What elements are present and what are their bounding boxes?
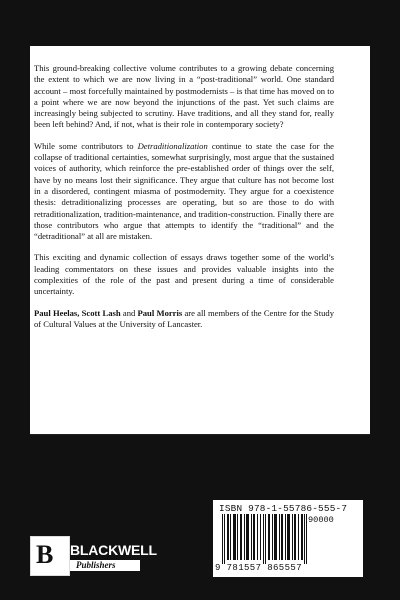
price-code: 90000	[308, 515, 334, 525]
author-bio-text: are all members of the Centre for the Study of Cultural Values at the University of Lancaster.	[34, 307, 334, 329]
publisher-sub-box	[70, 560, 140, 571]
blurb-paragraph-3: This exciting and dynamic collection of essays draws together some of the world’s leading commentators on these issues and provides valuable insights into the complexities of the role of the past and present during a time of considerable uncertainty.	[34, 252, 334, 297]
isbn-text: ISBN 978-1-55786-555-7	[219, 503, 348, 514]
blurb-p2-suffix: continue to state the case for the collapse of traditional certainties, somewhat surprisingly, most argue that the sustained voices of authority, which reinforce the pre-established order of things over the self, have by no means lost their significance. They argue that culture has not become lost in a disordered, contingent miasma of postmodernity. They argue for a coexistence thesis: detraditionalizing processes are operating, but so are those to do with retraditionalization, tradition-maintenance, and tradition-construction. Finally there are those contributors who argue that attempts to identify the “traditional” and the “detraditional” at all are mistaken.	[34, 140, 334, 242]
logo-letter: B	[36, 540, 54, 569]
publisher-sub: Publishers	[76, 560, 116, 570]
blurb-paragraph-2	[34, 141, 334, 243]
blurb-p2-prefix: While some contributors to	[34, 140, 138, 151]
publisher-name: BLACKWELL	[70, 542, 157, 558]
publisher-mark	[30, 536, 70, 576]
book-title-mention: Detraditionalization	[137, 140, 208, 151]
blurb-paragraph-1: This ground-breaking collective volume contributes to a growing debate concerning the extent to which we are now living in a “post-traditional” world. One standard account – most forcefully maintained by postmodernists – is that time has moved on to a point where we are now beyond the injunctions of the past. Yet such claims are increasingly being subjected to scrutiny. Have traditions, and all they stand for, really been left behind? And, if not, what is their role in contemporary society?	[34, 63, 334, 130]
barcode-icon	[222, 514, 308, 564]
panel-divider	[30, 434, 370, 435]
author-names-1: Paul Heelas, Scott Lash	[34, 307, 121, 318]
blurb-text	[34, 63, 334, 340]
ean-number: 9 781557 865557	[215, 563, 303, 573]
author-and: and	[120, 307, 138, 318]
author-bio	[34, 308, 334, 331]
publisher-logo	[30, 536, 157, 574]
author-names-2: Paul Morris	[137, 307, 183, 318]
